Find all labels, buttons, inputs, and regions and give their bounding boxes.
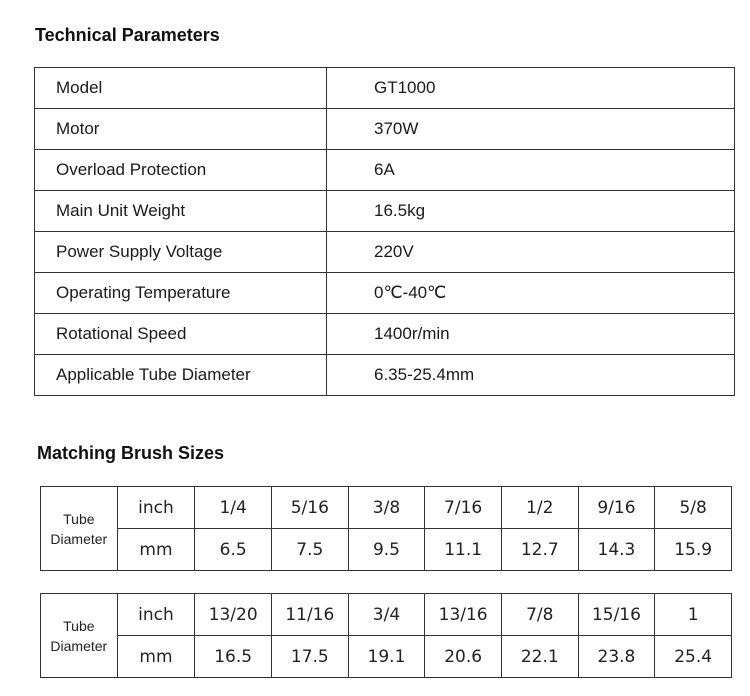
- brush-size-inch-cell: 11/16: [271, 594, 348, 636]
- unit-label-mm: mm: [117, 636, 195, 678]
- unit-label-mm: mm: [117, 529, 195, 571]
- brush-size-inch-cell: 1: [655, 594, 732, 636]
- brush-size-inch-cell: 13/16: [425, 594, 502, 636]
- brush-size-mm-cell: 12.7: [501, 529, 578, 571]
- brush-size-inch-cell: 3/8: [348, 487, 425, 529]
- brush-size-inch-cell: 15/16: [578, 594, 655, 636]
- unit-label-inch: inch: [117, 594, 195, 636]
- parameter-value: GT1000: [327, 68, 735, 109]
- parameter-label: Power Supply Voltage: [35, 232, 327, 273]
- technical-parameters-table: [34, 67, 735, 396]
- tube-label-line2: Diameter: [50, 637, 108, 654]
- parameter-label: Overload Protection: [35, 150, 327, 191]
- parameter-value: 370W: [327, 109, 735, 150]
- brush-size-mm-cell: 23.8: [578, 636, 655, 678]
- brush-size-mm-cell: 22.1: [501, 636, 578, 678]
- brush-size-mm-cell: 20.6: [425, 636, 502, 678]
- tube-diameter-label: [41, 594, 118, 678]
- parameter-row: [35, 314, 735, 355]
- parameter-row: [35, 232, 735, 273]
- brush-row-inch: [41, 487, 732, 529]
- technical-parameters-heading: Technical Parameters: [35, 25, 220, 45]
- brush-row-mm: [41, 529, 732, 571]
- brush-size-inch-cell: 13/20: [195, 594, 272, 636]
- brush-size-mm-cell: 7.5: [271, 529, 348, 571]
- tube-label-line2: Diameter: [50, 530, 108, 547]
- brush-row-inch: [41, 594, 732, 636]
- brush-size-inch-cell: 9/16: [578, 487, 655, 529]
- tube-label-line1: Tube: [63, 617, 95, 634]
- parameter-row: [35, 109, 735, 150]
- parameter-label: Model: [35, 68, 327, 109]
- brush-row-mm: [41, 636, 732, 678]
- brush-size-mm-cell: 15.9: [655, 529, 732, 571]
- parameter-value: 6.35-25.4mm: [327, 355, 735, 396]
- parameter-row: [35, 68, 735, 109]
- parameter-value: 0℃-40℃: [327, 273, 735, 314]
- brush-size-inch-cell: 1/4: [195, 487, 272, 529]
- parameter-value: 16.5kg: [327, 191, 735, 232]
- brush-size-mm-cell: 6.5: [195, 529, 272, 571]
- brush-size-mm-cell: 9.5: [348, 529, 425, 571]
- parameter-label: Operating Temperature: [35, 273, 327, 314]
- brush-size-inch-cell: 1/2: [501, 487, 578, 529]
- brush-size-mm-cell: 19.1: [348, 636, 425, 678]
- parameter-label: Main Unit Weight: [35, 191, 327, 232]
- brush-size-mm-cell: 25.4: [655, 636, 732, 678]
- brush-size-inch-cell: 7/8: [501, 594, 578, 636]
- parameter-value: 220V: [327, 232, 735, 273]
- parameter-label: Motor: [35, 109, 327, 150]
- tube-diameter-label: [41, 487, 118, 571]
- parameter-label: Rotational Speed: [35, 314, 327, 355]
- parameter-label: Applicable Tube Diameter: [35, 355, 327, 396]
- brush-size-table: [40, 593, 732, 678]
- brush-size-table: [40, 486, 732, 571]
- unit-label-inch: inch: [117, 487, 195, 529]
- parameter-row: [35, 273, 735, 314]
- brush-size-inch-cell: 5/8: [655, 487, 732, 529]
- parameter-value: 6A: [327, 150, 735, 191]
- brush-size-mm-cell: 16.5: [195, 636, 272, 678]
- tube-label-line1: Tube: [63, 510, 95, 527]
- brush-size-inch-cell: 5/16: [271, 487, 348, 529]
- brush-size-mm-cell: 17.5: [271, 636, 348, 678]
- parameter-row: [35, 355, 735, 396]
- matching-brush-sizes-heading: Matching Brush Sizes: [37, 443, 225, 463]
- parameter-row: [35, 150, 735, 191]
- parameter-row: [35, 191, 735, 232]
- brush-size-mm-cell: 14.3: [578, 529, 655, 571]
- brush-size-inch-cell: 7/16: [425, 487, 502, 529]
- brush-size-inch-cell: 3/4: [348, 594, 425, 636]
- parameter-value: 1400r/min: [327, 314, 735, 355]
- brush-size-mm-cell: 11.1: [425, 529, 502, 571]
